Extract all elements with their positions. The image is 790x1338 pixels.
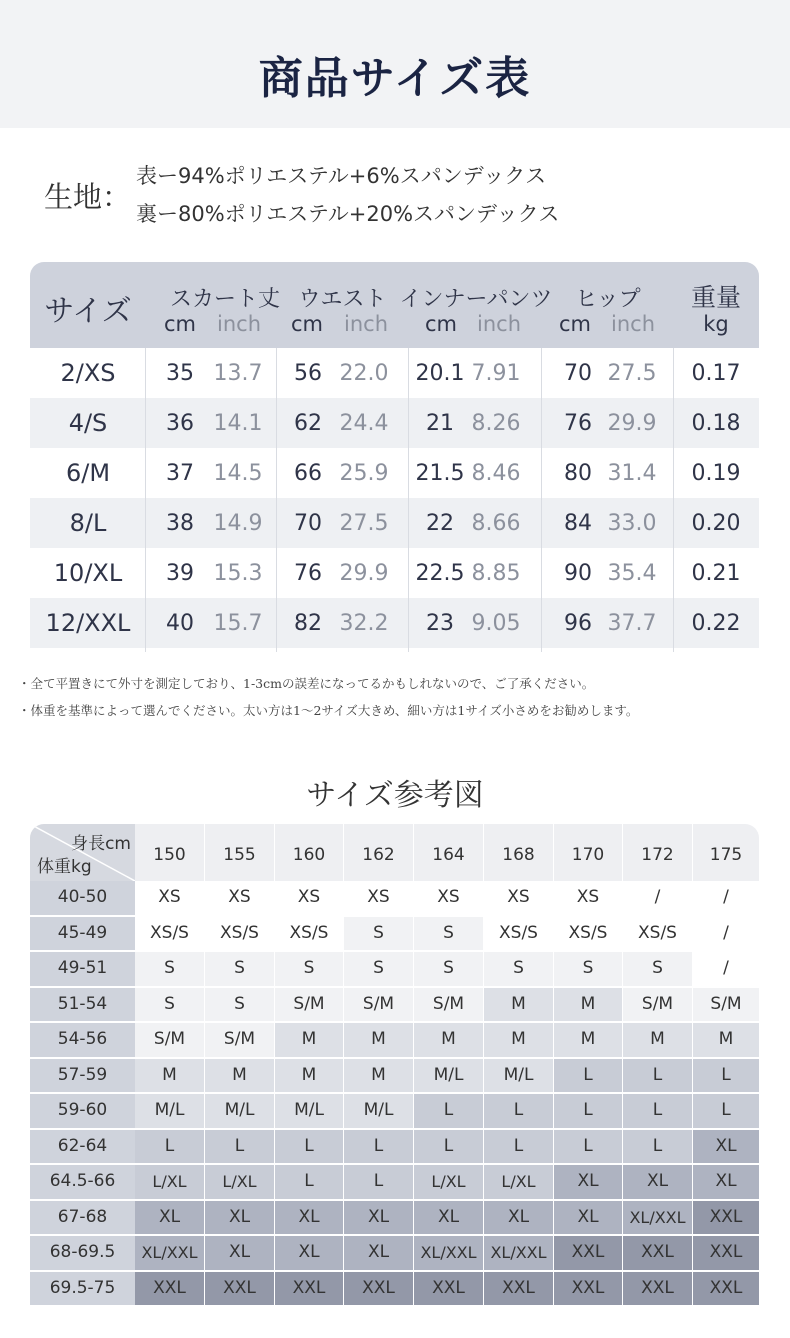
note-measurement: ・全て平置きにて外寸を測定しており、1-3cmの誤差になってるかもしれないので、ご了承ください。 <box>18 676 595 691</box>
grid-corner-header <box>30 824 135 881</box>
inner-inch: 7.91 <box>471 361 521 386</box>
skirt-inch: 14.9 <box>213 511 263 536</box>
size-cell: L/XL <box>414 1165 484 1201</box>
size-cell: S <box>135 952 205 988</box>
inner-cm: 22 <box>426 511 454 536</box>
skirt-cm: 39 <box>166 561 194 586</box>
inner-cm: 21.5 <box>415 461 465 486</box>
size-cell: / <box>693 881 759 917</box>
size-cell: XL <box>135 1201 205 1237</box>
weight-kg: 0.19 <box>691 461 741 486</box>
height-header: 172 <box>623 824 693 881</box>
size-row <box>30 598 759 648</box>
hip-inch: 33.0 <box>607 511 657 536</box>
size-cell: XXL <box>135 1272 205 1308</box>
hip-inch: 35.4 <box>607 561 657 586</box>
size-cell: S <box>623 952 693 988</box>
waist-cm: 62 <box>294 411 322 436</box>
column-divider <box>541 348 542 652</box>
size-cell: S <box>344 952 414 988</box>
size-cell: S/M <box>275 988 344 1024</box>
size-cell: XS <box>554 881 623 917</box>
size-cell: XL <box>275 1201 344 1237</box>
waist-unit-cm: cm <box>290 312 323 336</box>
column-divider <box>673 348 674 652</box>
size-cell: XS <box>414 881 484 917</box>
size-cell: S <box>135 988 205 1024</box>
weight-kg: 0.22 <box>691 611 741 636</box>
size-cell: L <box>205 1130 275 1166</box>
size-cell: XL/XXL <box>484 1236 554 1272</box>
size-cell: M <box>554 1023 623 1059</box>
size-cell: XS/S <box>205 917 275 953</box>
size-cell: M <box>484 988 554 1024</box>
height-header: 150 <box>135 824 205 881</box>
size-name: 12/XXL <box>45 609 131 637</box>
reference-chart-title: サイズ参考図 <box>306 778 484 813</box>
weight-kg: 0.17 <box>691 361 741 386</box>
size-cell: XXL <box>693 1236 759 1272</box>
size-cell: L <box>344 1165 414 1201</box>
inner-cm: 20.1 <box>415 361 465 386</box>
fabric-label: 生地： <box>44 180 132 214</box>
waist-cm: 70 <box>294 511 322 536</box>
inner-cm: 21 <box>426 411 454 436</box>
size-name: 8/L <box>69 509 107 537</box>
hip-inch: 27.5 <box>607 361 657 386</box>
size-cell: L <box>414 1094 484 1130</box>
size-cell: L <box>554 1130 623 1166</box>
waist-cm: 56 <box>294 361 322 386</box>
size-cell: / <box>623 881 693 917</box>
size-cell: XL <box>414 1201 484 1237</box>
waist-cm: 66 <box>294 461 322 486</box>
waist-inch: 22.0 <box>339 361 389 386</box>
size-cell: M <box>275 1023 344 1059</box>
size-cell: L <box>484 1130 554 1166</box>
size-cell: M/L <box>414 1059 484 1095</box>
hip-cm: 84 <box>564 511 592 536</box>
size-cell: XXL <box>344 1272 414 1308</box>
weight-header: 57-59 <box>30 1059 135 1095</box>
skirt-inch: 13.7 <box>213 361 263 386</box>
size-cell: XL <box>554 1201 623 1237</box>
size-cell: M <box>554 988 623 1024</box>
inner-pants-header: インナーパンツ <box>399 287 553 312</box>
size-cell: XS <box>344 881 414 917</box>
size-cell: M <box>623 1023 693 1059</box>
hip-inch: 29.9 <box>607 411 657 436</box>
size-cell: M/L <box>275 1094 344 1130</box>
size-cell: L <box>554 1059 623 1095</box>
size-cell: S/M <box>344 988 414 1024</box>
size-cell: L/XL <box>205 1165 275 1201</box>
size-name: 6/M <box>65 459 111 487</box>
hip-header: ヒップ <box>575 287 641 312</box>
hip-unit-inch: inch <box>611 312 655 336</box>
weight-header: 54-56 <box>30 1023 135 1059</box>
size-cell: XS <box>484 881 554 917</box>
size-cell: XXL <box>554 1236 623 1272</box>
size-cell: L <box>275 1130 344 1166</box>
page-title: 商品サイズ表 <box>258 53 532 104</box>
size-cell: XXL <box>414 1272 484 1308</box>
size-cell: L/XL <box>484 1165 554 1201</box>
size-cell: XL <box>205 1201 275 1237</box>
size-cell: XXL <box>554 1272 623 1308</box>
size-cell: M <box>275 1059 344 1095</box>
hip-inch: 37.7 <box>607 611 657 636</box>
size-cell: XXL <box>693 1201 759 1237</box>
hip-unit-cm: cm <box>558 312 591 336</box>
size-cell: XXL <box>623 1236 693 1272</box>
weight-header: 67-68 <box>30 1201 135 1237</box>
size-cell: XS <box>275 881 344 917</box>
size-cell: XL/XXL <box>414 1236 484 1272</box>
size-reference-grid <box>30 824 759 1310</box>
size-cell: S/M <box>414 988 484 1024</box>
weight-header: 重量 <box>690 283 741 312</box>
size-name: 10/XL <box>53 559 123 587</box>
inner-unit-cm: cm <box>424 312 457 336</box>
size-cell: M/L <box>205 1094 275 1130</box>
size-cell: M <box>205 1059 275 1095</box>
hip-cm: 96 <box>564 611 592 636</box>
size-cell: S/M <box>623 988 693 1024</box>
size-cell: S <box>484 952 554 988</box>
size-cell: S <box>554 952 623 988</box>
size-cell: XS/S <box>275 917 344 953</box>
size-row <box>30 498 759 548</box>
inner-inch: 9.05 <box>471 611 521 636</box>
waist-cm: 82 <box>294 611 322 636</box>
size-cell: L <box>623 1130 693 1166</box>
size-cell: S <box>205 952 275 988</box>
skirt-cm: 40 <box>166 611 194 636</box>
size-cell: XL <box>275 1236 344 1272</box>
size-cell: M <box>414 1023 484 1059</box>
size-cell: L/XL <box>135 1165 205 1201</box>
size-cell: S <box>414 917 484 953</box>
size-cell: S/M <box>205 1023 275 1059</box>
fabric-outer: 表ー94%ポリエステル+6%スパンデックス <box>136 164 547 188</box>
size-cell: XS <box>135 881 205 917</box>
size-cell: L <box>623 1094 693 1130</box>
size-cell: XXL <box>623 1272 693 1308</box>
waist-inch: 25.9 <box>339 461 389 486</box>
size-name: 4/S <box>68 409 108 437</box>
size-cell: XXL <box>275 1272 344 1308</box>
weight-header: 51-54 <box>30 988 135 1024</box>
waist-cm: 76 <box>294 561 322 586</box>
weight-header: 40-50 <box>30 881 135 917</box>
hip-inch: 31.4 <box>607 461 657 486</box>
size-cell: XL <box>554 1165 623 1201</box>
hip-cm: 80 <box>564 461 592 486</box>
size-cell: L <box>275 1165 344 1201</box>
skirt-inch: 15.3 <box>213 561 263 586</box>
size-column-label: サイズ <box>44 294 132 329</box>
weight-header: 64.5-66 <box>30 1165 135 1201</box>
size-table-header <box>30 262 759 348</box>
size-row <box>30 448 759 498</box>
size-cell: S <box>205 988 275 1024</box>
size-cell: / <box>693 952 759 988</box>
size-cell: M <box>484 1023 554 1059</box>
weight-header: 59-60 <box>30 1094 135 1130</box>
size-cell: M/L <box>484 1059 554 1095</box>
weight-kg: 0.21 <box>691 561 741 586</box>
size-cell: XXL <box>484 1272 554 1308</box>
size-cell: XL <box>693 1130 759 1166</box>
size-cell: M/L <box>344 1094 414 1130</box>
size-cell: XS/S <box>135 917 205 953</box>
skirt-cm: 37 <box>166 461 194 486</box>
skirt-cm: 35 <box>166 361 194 386</box>
skirt-unit-inch: inch <box>217 312 261 336</box>
skirt-cm: 38 <box>166 511 194 536</box>
size-row <box>30 348 759 398</box>
size-cell: M <box>344 1059 414 1095</box>
fabric-inner: 裏ー80%ポリエステル+20%スパンデックス <box>136 202 560 226</box>
size-cell: XS/S <box>554 917 623 953</box>
height-axis-label: 身長cm <box>71 834 131 854</box>
height-header: 155 <box>205 824 275 881</box>
height-header: 175 <box>693 824 759 881</box>
size-row <box>30 398 759 448</box>
skirt-inch: 14.5 <box>213 461 263 486</box>
size-cell: L <box>693 1059 759 1095</box>
size-cell: S <box>275 952 344 988</box>
column-divider <box>145 348 146 652</box>
weight-header: 62-64 <box>30 1130 135 1166</box>
column-divider <box>276 348 277 652</box>
size-cell: L <box>554 1094 623 1130</box>
size-cell: XS/S <box>484 917 554 953</box>
size-cell: S/M <box>693 988 759 1024</box>
inner-unit-inch: inch <box>477 312 521 336</box>
size-cell: L <box>693 1094 759 1130</box>
waist-inch: 24.4 <box>339 411 389 436</box>
size-cell: L <box>344 1130 414 1166</box>
skirt-unit-cm: cm <box>163 312 196 336</box>
skirt-cm: 36 <box>166 411 194 436</box>
size-cell: XS <box>205 881 275 917</box>
size-cell: / <box>693 917 759 953</box>
inner-cm: 22.5 <box>415 561 465 586</box>
size-cell: XL <box>205 1236 275 1272</box>
weight-header: 45-49 <box>30 917 135 953</box>
hip-cm: 90 <box>564 561 592 586</box>
waist-inch: 32.2 <box>339 611 389 636</box>
size-table <box>30 262 759 652</box>
inner-inch: 8.26 <box>471 411 521 436</box>
note-weight-advice: ・体重を基準によって選んでください。太い方は1〜2サイズ大きめ、細い方は1サイズ小さめをお勧めします。 <box>18 703 639 718</box>
height-header: 162 <box>344 824 414 881</box>
size-cell: XL/XXL <box>135 1236 205 1272</box>
size-cell: M <box>135 1059 205 1095</box>
waist-header: ウエスト <box>298 287 387 312</box>
size-cell: XS/S <box>623 917 693 953</box>
size-cell: XXL <box>693 1272 759 1308</box>
height-header: 170 <box>554 824 623 881</box>
size-cell: L <box>414 1130 484 1166</box>
size-row <box>30 548 759 598</box>
size-cell: XL <box>344 1236 414 1272</box>
size-cell: L <box>135 1130 205 1166</box>
inner-inch: 8.85 <box>471 561 521 586</box>
height-header: 160 <box>275 824 344 881</box>
fabric-info <box>44 155 764 235</box>
waist-inch: 29.9 <box>339 561 389 586</box>
skirt-length-header: スカート丈 <box>169 287 280 312</box>
waist-unit-inch: inch <box>344 312 388 336</box>
size-cell: M <box>344 1023 414 1059</box>
waist-inch: 27.5 <box>339 511 389 536</box>
size-cell: S/M <box>135 1023 205 1059</box>
size-cell: L <box>484 1094 554 1130</box>
skirt-inch: 15.7 <box>213 611 263 636</box>
size-cell: XL/XXL <box>623 1201 693 1237</box>
weight-unit: kg <box>703 312 729 336</box>
hip-cm: 70 <box>564 361 592 386</box>
size-cell: S <box>414 952 484 988</box>
inner-cm: 23 <box>426 611 454 636</box>
size-cell: M/L <box>135 1094 205 1130</box>
height-header: 164 <box>414 824 484 881</box>
weight-header: 69.5-75 <box>30 1272 135 1308</box>
inner-inch: 8.66 <box>471 511 521 536</box>
weight-header: 68-69.5 <box>30 1236 135 1272</box>
weight-kg: 0.20 <box>691 511 741 536</box>
size-cell: XL <box>344 1201 414 1237</box>
size-cell: XL <box>623 1165 693 1201</box>
size-cell: M <box>693 1023 759 1059</box>
size-cell: XXL <box>205 1272 275 1308</box>
inner-inch: 8.46 <box>471 461 521 486</box>
height-header: 168 <box>484 824 554 881</box>
hip-cm: 76 <box>564 411 592 436</box>
size-cell: XL <box>693 1165 759 1201</box>
column-divider <box>408 348 409 652</box>
weight-header: 49-51 <box>30 952 135 988</box>
size-cell: S <box>344 917 414 953</box>
size-cell: XL <box>484 1201 554 1237</box>
title-bar <box>0 0 790 128</box>
weight-axis-label: 体重kg <box>37 857 92 877</box>
size-cell: L <box>623 1059 693 1095</box>
size-name: 2/XS <box>60 359 116 387</box>
weight-kg: 0.18 <box>691 411 741 436</box>
skirt-inch: 14.1 <box>213 411 263 436</box>
